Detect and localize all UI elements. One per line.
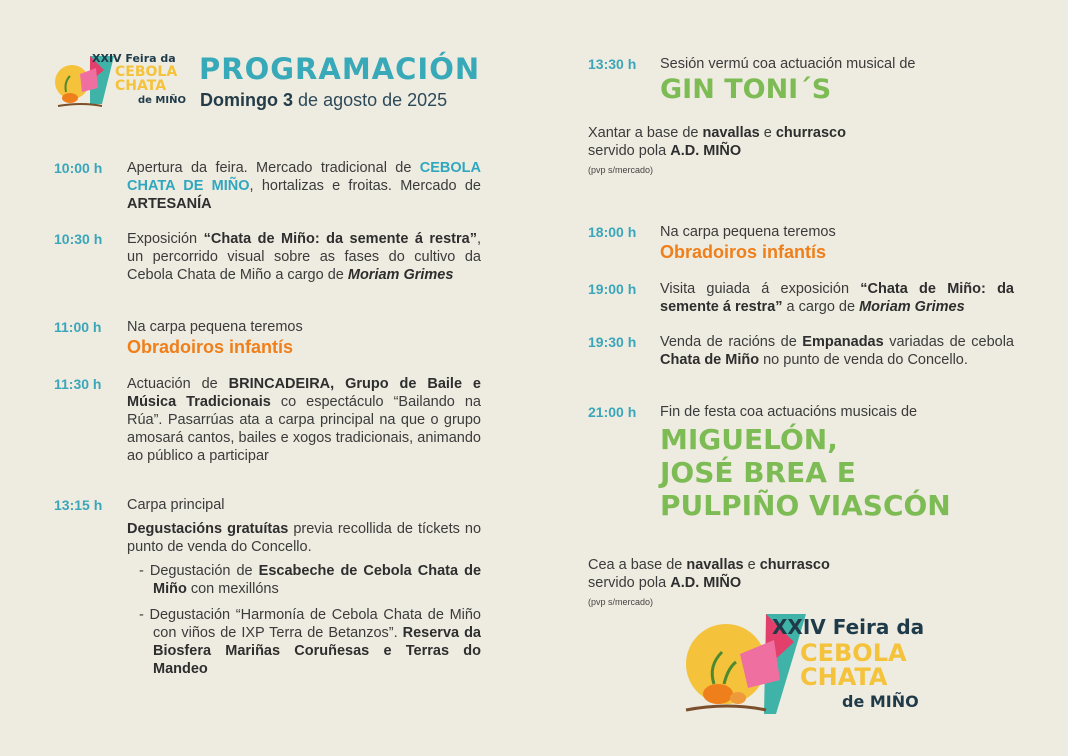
d2-bold: Reserva da Biosfera Mariñas Coruñesas e Terras do Mandeo — [153, 625, 481, 677]
time-1930: 19:30 h — [588, 334, 637, 350]
r2-price: (pvp s/mercado) — [588, 165, 654, 175]
e5-heading: Carpa principal — [127, 497, 225, 513]
time-1100: 11:00 h — [54, 319, 102, 335]
d1-bold: Escabeche de Cebola Chata de Miño — [153, 563, 482, 597]
footer-logo-line4: de MIÑO — [842, 692, 919, 711]
time-1000: 10:00 h — [54, 160, 103, 176]
r7-text3: servido pola — [588, 575, 671, 591]
r3-text: Na carpa pequena teremos — [660, 224, 836, 240]
footer-logo-line3: CHATA — [800, 663, 888, 691]
band-gin-tonis: GIN TONI´S — [660, 74, 832, 105]
logo-line4: de MIÑO — [138, 95, 186, 106]
event-brincadeira — [127, 375, 481, 465]
r4-bold: “Chata de Miño: da semente á restra” — [660, 281, 1014, 315]
r7-bold3: A.D. MIÑO — [670, 575, 742, 591]
e3-text: Na carpa pequena teremos — [127, 319, 303, 335]
d2-text: Degustación “Harmonía de Cebola Chata de Miño con viños de IXP Terra de Betanzos”. — [149, 607, 481, 641]
event-closing — [660, 403, 1020, 421]
r7-text2: e — [743, 557, 760, 573]
page-title: PROGRAMACIÓN — [199, 52, 481, 86]
r4-text1: Visita guiada á exposición — [660, 281, 861, 297]
r7-price: (pvp s/mercado) — [588, 597, 654, 607]
e1-text1: Apertura da feira. Mercado tradicional de — [127, 160, 412, 176]
e1-text2: , hortalizas e froitas. Mercado de — [249, 178, 481, 194]
r5-text3: no punto de venda do Concello. — [759, 352, 968, 368]
r2-text1: Xantar a base de — [588, 125, 703, 141]
e2-author: Moriam Grimes — [347, 267, 454, 283]
band-pulpino-viascon: PULPIÑO VIASCÓN — [660, 489, 951, 522]
band-jose-brea: JOSÉ BREA E — [660, 456, 856, 489]
time-1330: 13:30 h — [588, 56, 637, 72]
logo-line1: XXIV Feira da — [92, 52, 176, 65]
event-exhibition — [127, 230, 481, 284]
e4-text1: Actuación de — [127, 376, 229, 392]
list-item — [149, 606, 481, 678]
r2-text2: e — [759, 125, 776, 141]
d1-text2: con mexillóns — [186, 581, 279, 597]
r2-bold3: A.D. MIÑO — [670, 143, 742, 159]
event-vermu — [660, 55, 1020, 73]
r1-text: Sesión vermú coa actuación musical de — [660, 56, 916, 72]
time-2100: 21:00 h — [588, 404, 637, 420]
dinner-info — [588, 556, 1008, 610]
r5-bold2: Chata de Miño — [660, 352, 760, 368]
time-1030: 10:30 h — [54, 231, 103, 247]
footer-logo-line2: CEBOLA — [800, 639, 907, 667]
r2-bold2: churrasco — [775, 125, 846, 141]
event-guided-visit — [660, 280, 1014, 316]
date-weekday: Domingo — [200, 90, 278, 110]
time-1800: 18:00 h — [588, 224, 637, 240]
d1-text: Degustación de — [149, 563, 259, 579]
r6-text: Fin de festa coa actuacións musicais de — [660, 404, 918, 420]
r5-text2: variadas de cebola — [883, 334, 1014, 350]
event-date — [200, 90, 447, 111]
e2-bold: “Chata de Miño: da semente á restra” — [203, 231, 477, 247]
r7-bold2: churrasco — [759, 557, 830, 573]
time-1130: 11:30 h — [54, 376, 102, 392]
logo-line3: CHATA — [115, 78, 167, 94]
event-workshops-2 — [660, 223, 1020, 261]
event-empanadas — [660, 333, 1014, 369]
r4-text2: a cargo de — [782, 299, 860, 315]
r7-bold1: navallas — [686, 557, 744, 573]
event-workshops — [127, 318, 481, 356]
date-day: 3 — [283, 90, 294, 110]
list-item — [149, 562, 482, 598]
e2-text1: Exposición — [127, 231, 204, 247]
r3-highlight: Obradoiros infantís — [660, 242, 827, 262]
closing-bands — [660, 423, 951, 522]
logo-line2: CEBOLA — [115, 64, 178, 80]
time-1315: 13:15 h — [54, 497, 103, 513]
r5-bold1: Empanadas — [802, 334, 884, 350]
e1-bold: ARTESANÍA — [127, 196, 212, 212]
footer-logo-line1: XXIV Feira da — [772, 615, 925, 639]
r7-text1: Cea a base de — [588, 557, 687, 573]
e2-text2: , un percorrido visual sobre as fases do cultivo da Cebola Chata de Miño a cargo de — [127, 231, 481, 283]
time-1900: 19:00 h — [588, 281, 637, 297]
event-tastings — [127, 496, 481, 686]
r2-bold1: navallas — [702, 125, 760, 141]
e4-bold: BRINCADEIRA, Grupo de Baile e Música Tradicionais — [127, 376, 481, 410]
event-opening — [127, 159, 481, 213]
e3-highlight: Obradoiros infantís — [127, 337, 294, 357]
r4-author: Moriam Grimes — [859, 299, 965, 315]
e5-bold: Degustacións gratuítas — [127, 521, 289, 537]
e1-highlight: CEBOLA CHATA DE MIÑO — [127, 160, 481, 194]
r5-text1: Venda de racións de — [660, 334, 803, 350]
lunch-info — [588, 124, 1008, 178]
r2-text3: servido pola — [588, 143, 671, 159]
date-month-year: de agosto de 2025 — [298, 90, 448, 110]
band-miguelon: MIGUELÓN, — [660, 423, 838, 456]
e5-text: previa recollida de tíckets no punto de venda do Concello. — [127, 521, 482, 555]
e4-text2: co espectáculo “Bailando na Rúa”. Pasarrúas ata a carpa principal na que o grupo amosará cantos, bailes e xogos tradicionais, animando ao público a participar — [127, 394, 481, 464]
